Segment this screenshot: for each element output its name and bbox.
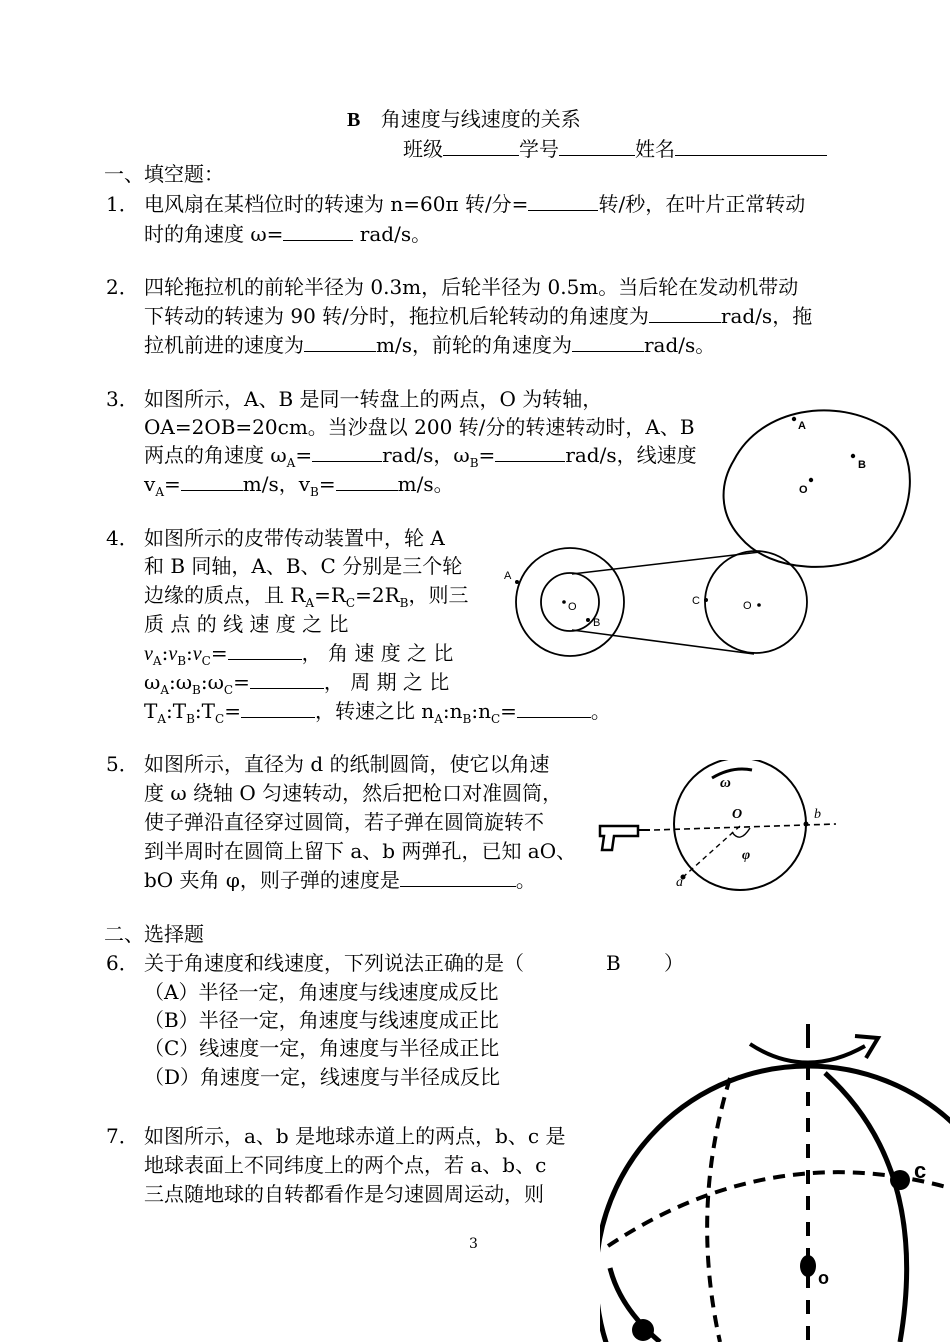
axis-o1-label: O [568,601,577,613]
id-blank[interactable] [559,137,635,156]
point-a-label: A [504,570,512,582]
q3-blank-vb[interactable] [336,472,398,491]
axis-o2-label: O [743,600,752,612]
q1-line1: 电风扇在某档位时的转速为 n=60π 转/分= 转/秒，在叶片正常转动 [144,192,806,216]
student-info-line: 班级 学号 姓名 [403,133,827,162]
q6-option-c[interactable]: （C）线速度一定，角速度与半径成正比 [144,1036,500,1060]
belt-top [572,552,760,574]
q4-line6: $\omega_A:\omega_B:\omega_C=$ ， 周 期 之 比 [144,670,450,697]
q6-option-d[interactable]: （D）角速度一定，线速度与半径成反比 [144,1065,501,1089]
q5-line3: 使子弹沿直径穿过圆筒，若子弹在圆筒旋转不 [144,810,544,834]
rotation-arrow [712,769,752,778]
q4-number: 4． [106,526,139,550]
angle-arc [732,828,750,837]
q2-line1: 四轮拖拉机的前轮半径为 0.3m，后轮半径为 0.5m。当后轮在发动机带动 [144,275,799,299]
q7-line1: 如图所示，a、b 是地球赤道上的两点，b、c 是 [144,1124,566,1148]
q3-number: 3． [106,387,139,411]
q3-line4: $v_A= m/s$，$v_B= m/s$。 [144,472,454,499]
q5-number: 5． [106,752,139,776]
q7-figure-earth [600,1018,950,1342]
q3-blank-omega-b[interactable] [495,443,565,462]
belt-bottom [572,630,754,654]
point-a-dot [792,417,796,421]
center-o-label: o [818,1268,829,1288]
point-b-dot [632,1319,654,1341]
bullet-path [654,824,836,830]
page-title: B 角速度与线速度的关系 [347,107,581,131]
phi-label: φ [742,848,751,863]
meridian-front [825,1073,907,1342]
gun-icon [600,826,650,850]
center-o-dot [800,1255,816,1277]
hole-b-dot [804,822,809,827]
page-number: 3 [469,1236,478,1252]
q2-line2: 下转动的转速为 90 转/分时，拖拉机后轮转动的角速度为 rad/s，拖 [144,304,813,328]
q2-blank2[interactable] [304,333,376,352]
name-blank[interactable] [675,137,827,156]
q4-line4: 质 点 的 线 速 度 之 比 [144,612,349,636]
q2-blank3[interactable] [572,333,644,352]
axis-o-label: O [732,807,743,822]
q4-blank-velocity[interactable] [228,641,302,660]
q2-number: 2． [106,275,139,299]
q5-figure-cylinder [592,760,842,895]
q2-line3: 拉机前进的速度为 m/s，前轮的角速度为 rad/s。 [144,333,716,357]
wheel-c [705,551,807,653]
radius-oa [682,826,740,878]
q7-number: 7． [106,1124,139,1148]
q7-line2: 地球表面上不同纬度上的两个点，若 a、b、c [144,1153,547,1177]
q5-line1: 如图所示，直径为 d 的纸制圆筒，使它以角速 [144,752,550,776]
hole-a-label: a [676,875,683,890]
q5-line4: 到半周时在圆筒上留下 a、b 两弹孔，已知 aO、 [144,839,577,863]
q4-figure-belt-drive [500,538,810,666]
point-b-label: B [858,459,866,471]
point-c-label: c [914,1158,927,1183]
q1-blank2[interactable] [283,222,353,241]
q6-option-b[interactable]: （B）半径一定，角速度与线速度成正比 [144,1008,499,1032]
section1-heading: 一、填空题： [104,162,224,186]
meridian-back [707,1078,730,1342]
hole-b-label: b [814,807,821,822]
q3-line3: 两点的角速度 $\omega_A= rad/s$，$\omega_B= rad/s$，线速度 [144,443,697,470]
q4-blank-omega[interactable] [250,670,324,689]
section2-heading: 二、选择题 [104,922,204,946]
q3-line2: OA=2OB=20cm。当沙盘以 200 转/分的转速转动时，A、B [144,415,695,439]
q5-blank-speed[interactable] [400,868,516,887]
q2-blank1[interactable] [649,304,721,323]
q3-blank-va[interactable] [181,472,243,491]
q4-line5: $v_A:v_B:v_C=$ ， 角 速 度 之 比 [144,641,454,668]
q3-blank-omega-a[interactable] [312,443,382,462]
omega-label: ω [720,775,731,791]
axis-o-label: O [799,484,808,496]
q5-line2: 度 ω 绕轴 O 匀速转动，然后把枪口对准圆筒， [144,781,563,805]
q6-option-a[interactable]: （A）半径一定，角速度与线速度成反比 [144,980,499,1004]
q3-line1: 如图所示，A、B 是同一转盘上的两点，O 为转轴， [144,387,603,411]
q4-blank-rpm[interactable] [517,699,591,718]
point-b-dot [851,454,855,458]
q6-number: 6． [106,951,139,975]
point-a-label: A [798,420,806,432]
earth-outline [600,1066,950,1342]
q4-line2: 和 B 同轴，A、B、C 分别是三个轮 [144,554,463,578]
q6-close-paren: ） [664,951,684,975]
q1-number: 1． [106,192,139,216]
axis-o-dot [809,478,813,482]
q4-line7: $T_A:T_B:T_C=$ ，转速之比 $n_A:n_B:n_C=$ 。 [144,699,611,726]
q5-line5: bO 夹角 φ，则子弹的速度是 。 [144,868,536,892]
point-c-label: C [692,595,700,607]
q7-line3: 三点随地球的自转都看作是匀速圆周运动，则 [144,1182,544,1206]
q1-blank1[interactable] [528,192,598,211]
q6-answer: B [606,951,621,975]
q4-line1: 如图所示的皮带传动装置中，轮 A [144,526,445,550]
q4-line3: 边缘的质点，且 $R_A=R_C=2R_B$，则三 [144,583,469,610]
q6-stem: 关于角速度和线速度，下列说法正确的是（ [144,951,524,975]
point-c-dot [890,1170,910,1190]
point-b-label: B [593,617,601,629]
q4-blank-period[interactable] [241,699,315,718]
q1-line2: 时的角速度 ω= rad/s。 [144,222,432,246]
class-blank[interactable] [443,137,519,156]
